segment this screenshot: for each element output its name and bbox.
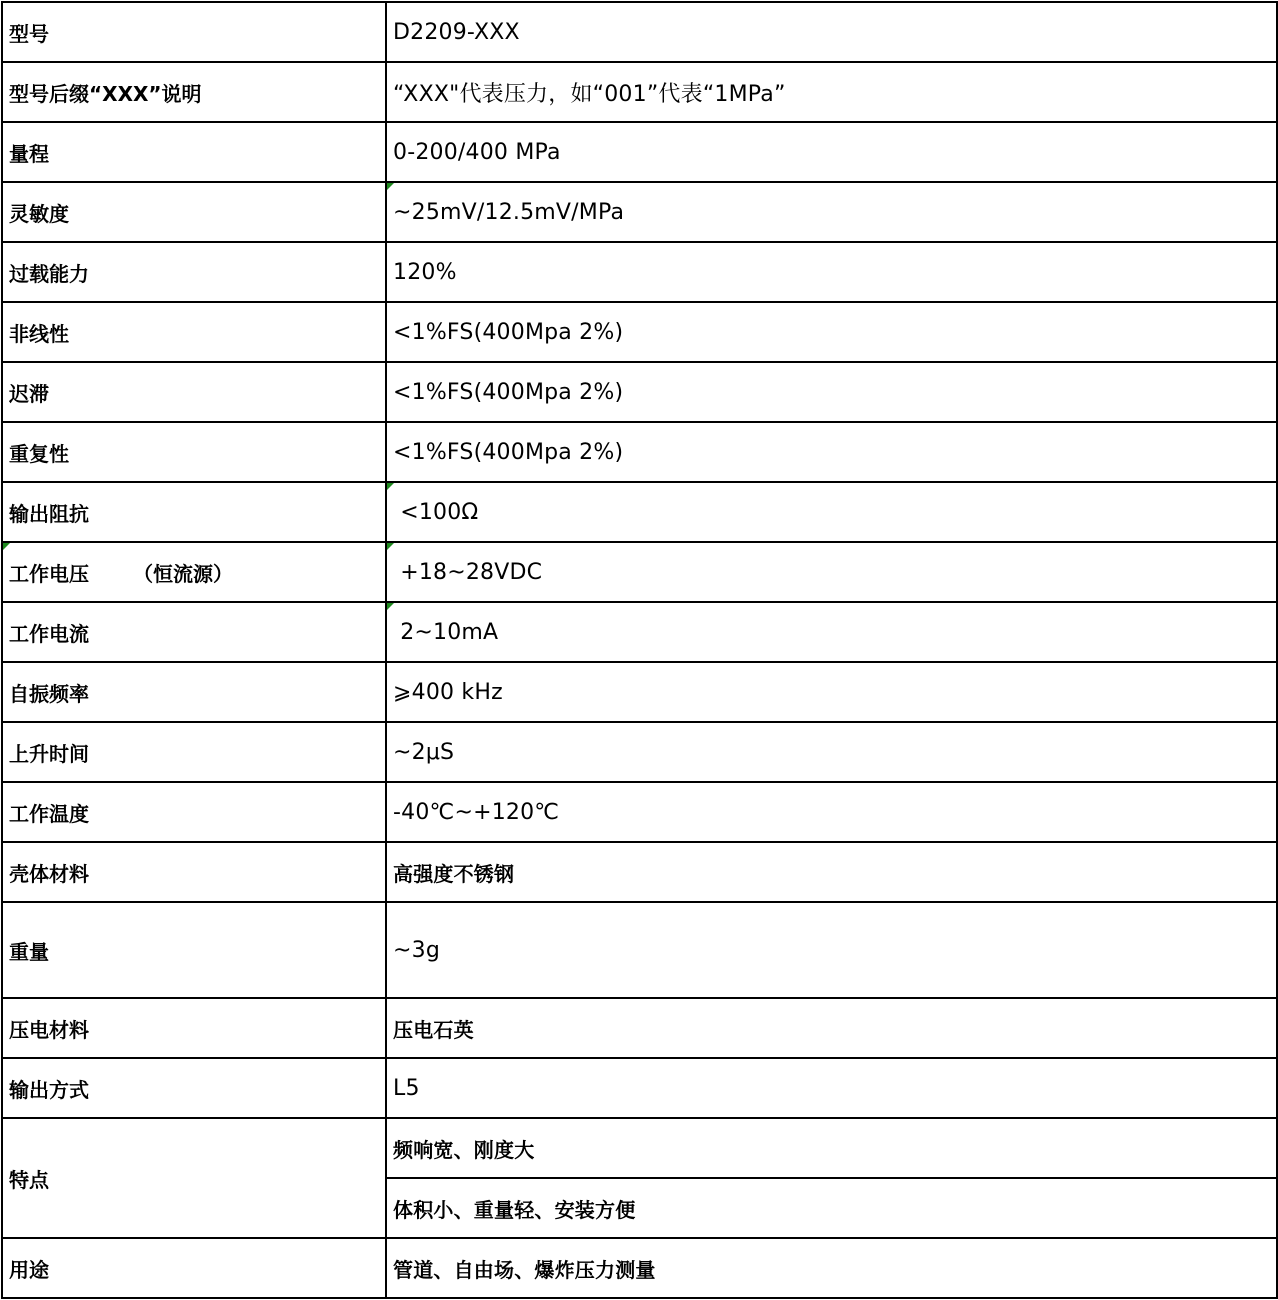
label-resonance: 自振频率 bbox=[2, 662, 386, 722]
value-hysteresis: <1%FS(400Mpa 2%) bbox=[386, 362, 1277, 422]
value-usage: 管道、自由场、爆炸压力测量 bbox=[386, 1238, 1277, 1298]
spec-table bbox=[1, 1, 1278, 1299]
value-features-1: 频响宽、刚度大 bbox=[386, 1118, 1277, 1178]
table-row-rise-time bbox=[2, 722, 1277, 782]
value-voltage: +18~28VDC bbox=[400, 559, 543, 585]
label-sensitivity: 灵敏度 bbox=[2, 182, 386, 242]
value-repeatability: <1%FS(400Mpa 2%) bbox=[386, 422, 1277, 482]
table-row-nonlinearity bbox=[2, 302, 1277, 362]
table-row-overload bbox=[2, 242, 1277, 302]
cell-marker bbox=[3, 543, 10, 550]
value-suffix: “XXX"代表压力，如“001”代表“1MPa” bbox=[386, 62, 1277, 122]
label-features: 特点 bbox=[2, 1118, 386, 1238]
cell-marker bbox=[387, 543, 394, 550]
table-row-weight bbox=[2, 902, 1277, 998]
table-row-range bbox=[2, 122, 1277, 182]
value-sensitivity: ~25mV/12.5mV/MPa bbox=[393, 199, 625, 225]
value-rise-time: ~2μS bbox=[386, 722, 1277, 782]
table-row-resonance bbox=[2, 662, 1277, 722]
value-piezo: 压电石英 bbox=[386, 998, 1277, 1058]
table-row-features-1 bbox=[2, 1118, 1277, 1178]
value-voltage-cell bbox=[386, 542, 1277, 602]
cell-marker bbox=[387, 483, 394, 490]
value-housing: 高强度不锈钢 bbox=[386, 842, 1277, 902]
table-row-housing bbox=[2, 842, 1277, 902]
value-weight: ~3g bbox=[386, 902, 1277, 998]
value-temperature: -40℃~+120℃ bbox=[386, 782, 1277, 842]
label-model: 型号 bbox=[2, 2, 386, 62]
label-housing: 壳体材料 bbox=[2, 842, 386, 902]
value-current: 2~10mA bbox=[400, 619, 499, 645]
table-row-current bbox=[2, 602, 1277, 662]
label-voltage-cell bbox=[2, 542, 386, 602]
cell-marker bbox=[387, 183, 394, 190]
value-impedance-cell bbox=[386, 482, 1277, 542]
label-piezo: 压电材料 bbox=[2, 998, 386, 1058]
table-row-impedance bbox=[2, 482, 1277, 542]
label-usage: 用途 bbox=[2, 1238, 386, 1298]
label-impedance: 输出阻抗 bbox=[2, 482, 386, 542]
label-rise-time: 上升时间 bbox=[2, 722, 386, 782]
value-impedance: <100Ω bbox=[400, 499, 479, 525]
table-row-temperature bbox=[2, 782, 1277, 842]
label-range: 量程 bbox=[2, 122, 386, 182]
value-resonance: ⩾400 kHz bbox=[386, 662, 1277, 722]
label-output: 输出方式 bbox=[2, 1058, 386, 1118]
table-row-output bbox=[2, 1058, 1277, 1118]
value-output: L5 bbox=[386, 1058, 1277, 1118]
cell-marker bbox=[387, 603, 394, 610]
table-row-sensitivity bbox=[2, 182, 1277, 242]
value-nonlinearity: <1%FS(400Mpa 2%) bbox=[386, 302, 1277, 362]
label-weight: 重量 bbox=[2, 902, 386, 998]
value-current-cell bbox=[386, 602, 1277, 662]
value-model: D2209-XXX bbox=[386, 2, 1277, 62]
table-row-voltage bbox=[2, 542, 1277, 602]
table-row-hysteresis bbox=[2, 362, 1277, 422]
label-overload: 过载能力 bbox=[2, 242, 386, 302]
label-temperature: 工作温度 bbox=[2, 782, 386, 842]
table-row-piezo bbox=[2, 998, 1277, 1058]
label-repeatability: 重复性 bbox=[2, 422, 386, 482]
label-current: 工作电流 bbox=[2, 602, 386, 662]
table-row-usage bbox=[2, 1238, 1277, 1298]
value-range: 0-200/400 MPa bbox=[386, 122, 1277, 182]
value-overload: 120% bbox=[386, 242, 1277, 302]
label-hysteresis: 迟滞 bbox=[2, 362, 386, 422]
label-voltage: 工作电压 bbox=[9, 561, 89, 586]
table-row-repeatability bbox=[2, 422, 1277, 482]
label-voltage-suffix: （恒流源） bbox=[133, 561, 233, 586]
label-nonlinearity: 非线性 bbox=[2, 302, 386, 362]
value-sensitivity-cell bbox=[386, 182, 1277, 242]
label-suffix: 型号后缀“XXX”说明 bbox=[2, 62, 386, 122]
value-features-2: 体积小、重量轻、安装方便 bbox=[386, 1178, 1277, 1238]
table-row-suffix bbox=[2, 62, 1277, 122]
table-row-model bbox=[2, 2, 1277, 62]
